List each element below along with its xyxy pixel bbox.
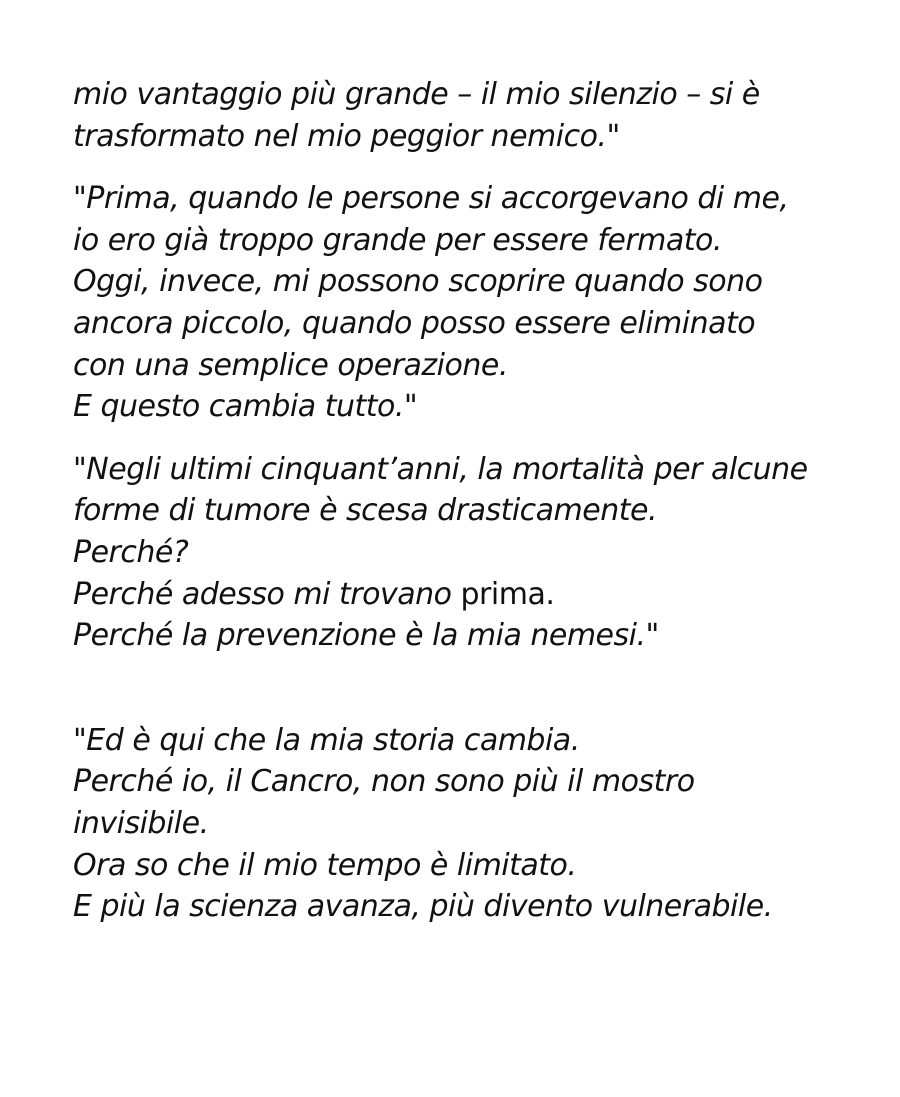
text-line: forme di tumore è scesa drasticamente. [73,493,658,529]
text-line: "Negli ultimi cinquant’anni, la mortalità per alcune [73,451,808,487]
paragraph-before-now [73,178,873,428]
text-line: Perché? [73,534,189,570]
text-fragment: Perché adesso mi trovano [73,576,461,612]
emphasized-word: prima. [460,576,555,612]
text-line: con una semplice operazione. [73,347,508,383]
paragraph-silence [73,74,873,157]
text-line: io ero già troppo grande per essere fermato. [73,222,722,258]
text-line: invisibile. [73,805,209,841]
text-line: Perché la prevenzione è la mia nemesi." [73,618,659,654]
text-line-with-emphasis [73,574,873,616]
text-line: "Prima, quando le persone si accorgevano di me, [73,181,789,217]
text-line: E questo cambia tutto." [73,389,418,425]
text-line: mio vantaggio più grande – il mio silenzio – si è [73,77,760,112]
text-line: Oggi, invece, mi possono scoprire quando sono [73,264,763,300]
text-line: trasformato nel mio peggior nemico." [73,118,620,154]
text-line: E più la scienza avanza, più divento vulnerabile. [73,889,773,925]
document-page [73,74,873,928]
text-line: Perché io, il Cancro, non sono più il mostro [73,764,695,800]
paragraph-story-changes [73,720,873,928]
text-line: "Ed è qui che la mia storia cambia. [73,722,580,758]
text-line: Ora so che il mio tempo è limitato. [73,847,577,883]
paragraph-mortality [73,449,873,657]
text-line: ancora piccolo, quando posso essere eliminato [73,305,756,341]
